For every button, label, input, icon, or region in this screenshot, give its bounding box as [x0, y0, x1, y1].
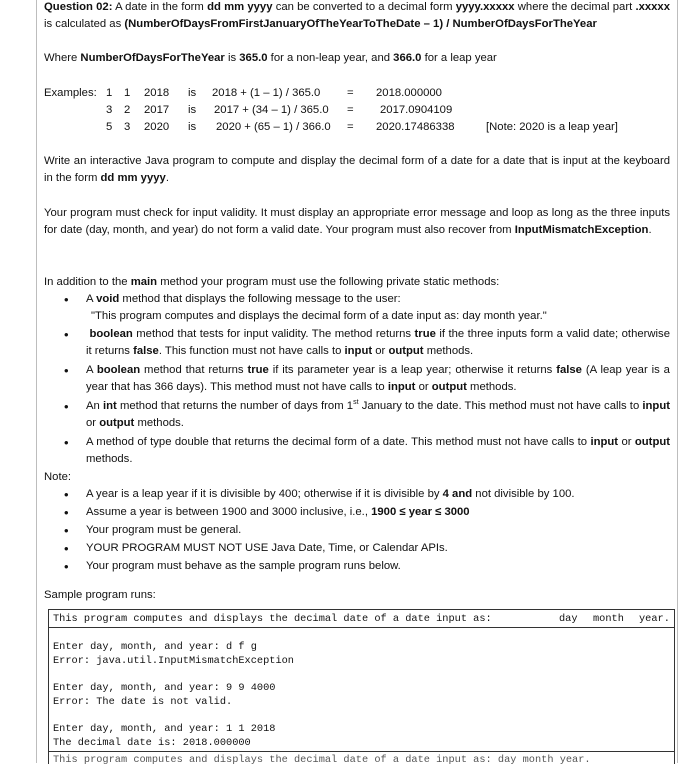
console-divider — [49, 751, 674, 752]
note-item: Your program must behave as the sample program runs below. — [86, 560, 401, 572]
method-item: boolean method that tests for input validity. The method returns true if the three inputs form a valid date; otherwise it returns false. This function must not have calls to input or output methods. — [86, 328, 670, 357]
bullet-icon: • — [64, 487, 69, 502]
method-item: An int method that returns the number of days from 1st January to the date. This method must not have calls to input or output methods. — [86, 399, 670, 429]
question-intro: Question 02: A date in the form dd mm yyyy can be converted to a decimal form yyyy.xxxxx where the decimal part .xxxxx is calculated as (NumberOfDaysFromFirstJanuaryOfTheYearToTheDate – 1) / NumberOfDaysForTheYear — [44, 1, 670, 30]
console-line: This program computes and displays the decimal date of a date input as: day month year. — [53, 754, 591, 764]
bullet-icon: • — [64, 523, 69, 538]
bullet-icon: • — [64, 541, 69, 556]
bullet-icon: • — [64, 399, 69, 414]
bullet-icon: • — [64, 363, 69, 378]
examples-label: Examples: — [44, 87, 97, 99]
sample-heading: Sample program runs: — [44, 589, 156, 601]
note-item: YOUR PROGRAM MUST NOT USE Java Date, Time, or Calendar APIs. — [86, 542, 448, 554]
where-line: Where NumberOfDaysForTheYear is 365.0 for a non-leap year, and 366.0 for a leap year — [44, 52, 497, 64]
note-item: A year is a leap year if it is divisible by 400; otherwise if it is divisible by 4 and not divisible by 100. — [86, 488, 575, 500]
console-line: Error: The date is not valid. — [53, 696, 233, 708]
methods-intro: In addition to the main method your program must use the following private static methods: — [44, 276, 500, 288]
console-divider — [49, 627, 674, 628]
method-item: A void method that displays the following message to the user: — [86, 293, 401, 305]
note-item: Your program must be general. — [86, 524, 242, 536]
method-item: A boolean method that returns true if its parameter year is a leap year; otherwise it returns false (A leap year is a year that has 366 days). This method must not have calls to input or output methods. — [86, 364, 670, 393]
console-line: This program computes and displays the decimal date of a date input as: — [53, 613, 492, 625]
console-line: day — [559, 613, 578, 625]
leap-note: [Note: 2020 is a leap year] — [486, 121, 618, 133]
bullet-icon: • — [64, 505, 69, 520]
bullet-icon: • — [64, 327, 69, 342]
bullet-icon: • — [64, 435, 69, 450]
console-line: month — [593, 613, 624, 625]
console-line: The decimal date is: 2018.000000 — [53, 737, 251, 749]
console-line: year. — [639, 613, 670, 625]
note-item: Assume a year is between 1900 and 3000 inclusive, i.e., 1900 ≤ year ≤ 3000 — [86, 506, 470, 518]
note-heading: Note: — [44, 471, 72, 483]
validation-paragraph: Your program must check for input validity. It must display an appropriate error message and loop as long as the three inputs for date (day, month, and year) do not form a valid date. Your program must also recover from InputMismatchException. — [44, 207, 670, 236]
bullet-icon: • — [64, 292, 69, 307]
task-paragraph: Write an interactive Java program to compute and display the decimal form of a date for a date that is input at the keyboard in the form dd mm yyyy. — [44, 155, 670, 184]
method-message: "This program computes and displays the decimal form of a date input as: day month year." — [91, 310, 547, 322]
sample-console — [48, 609, 675, 764]
method-item: A method of type double that returns the decimal form of a date. This method must not have calls to input or output methods. — [86, 436, 671, 465]
console-line: Enter day, month, and year: 9 9 4000 — [53, 682, 276, 694]
console-line: Enter day, month, and year: d f g — [53, 641, 257, 653]
console-line: Error: java.util.InputMismatchException — [53, 655, 294, 667]
bullet-icon: • — [64, 559, 69, 574]
console-line: Enter day, month, and year: 1 1 2018 — [53, 723, 276, 735]
